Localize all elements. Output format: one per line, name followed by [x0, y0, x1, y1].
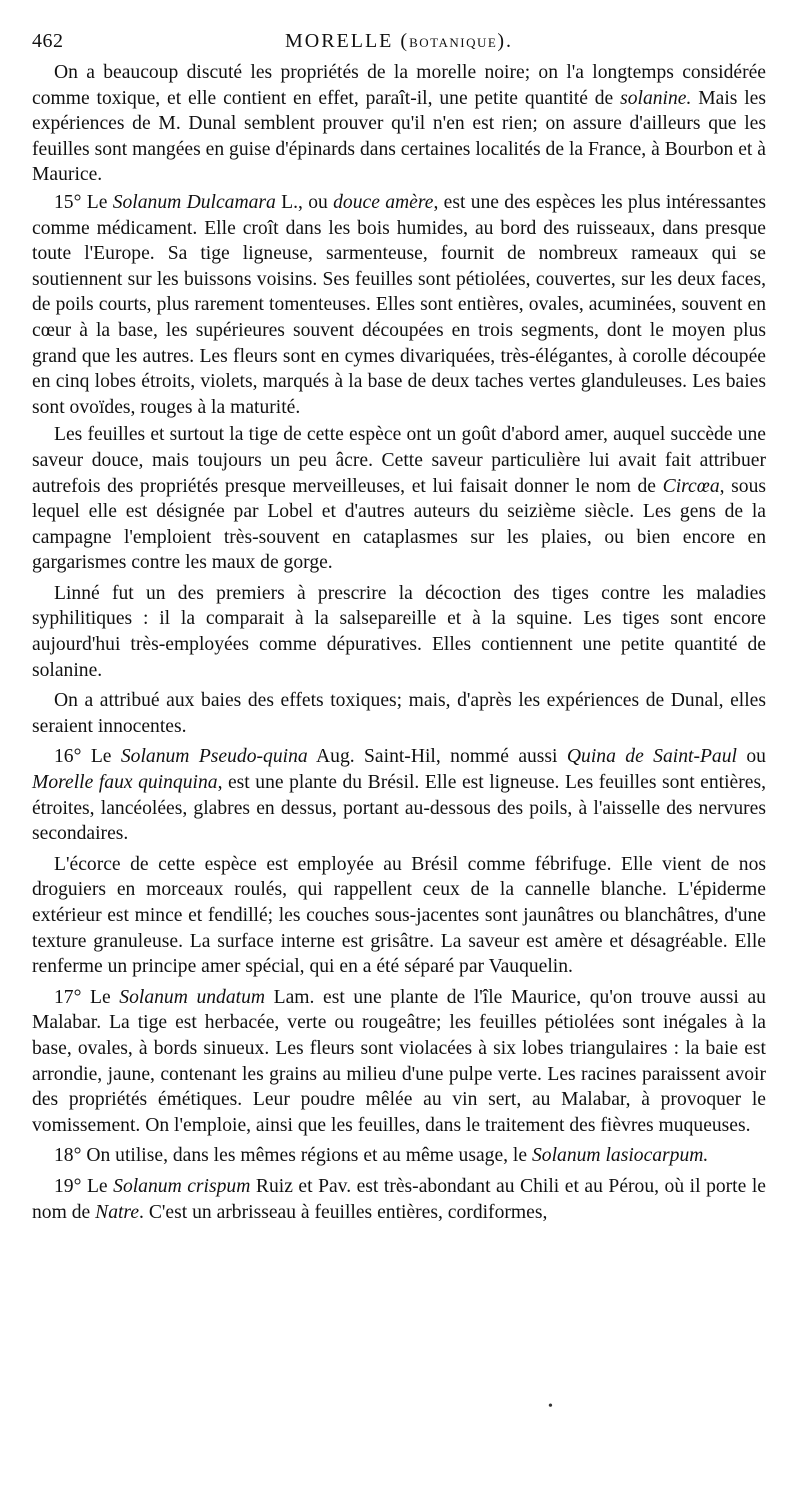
page-number: 462 [32, 30, 64, 52]
body-text [32, 60, 766, 1225]
italic-term: Solanum lasiocarpum. [531, 1145, 709, 1167]
italic-term: Solanum Dulcamara [112, 191, 276, 213]
italic-term: solanine. [620, 87, 692, 109]
paragraph-text: Mais les expériences de M. Dunal semblent prouver qu'il n'en est rien; on assure d'ailleurs que les feuilles sont mangées en guise d'épinards dans certaines localités de la France, à Bourbon et à Maurice. [32, 87, 767, 186]
paragraph-text: . C'est un arbrisseau à feuilles entières, cordiformes, [139, 1201, 548, 1223]
italic-term: Circœa [662, 475, 720, 497]
paragraph-baies-toxiques: On a attribué aux baies des effets toxiques; mais, d'après les expériences de Dunal, elles seraient innocentes. [32, 690, 766, 737]
paragraph-dulcamara-properties [32, 422, 766, 576]
running-title-main: MORELLE ( [284, 30, 410, 52]
paragraph-text: , est une plante du Brésil. Elle est ligneuse. Les feuilles sont entières, étroites, lancéolées, glabres en dessus, portant au-dessous des poils, à l'aisselle des nervures secondaires. [32, 772, 766, 845]
italic-term: Solanum undatum [119, 986, 266, 1008]
ink-speck: • [548, 1399, 553, 1414]
page-header [32, 26, 766, 56]
paragraph-text: 16° Le [54, 746, 121, 768]
document-page [32, 26, 766, 1225]
paragraph-morelle-noire [32, 60, 766, 188]
paragraph-solanum-crispum [32, 1174, 766, 1225]
paragraph-solanum-undatum [32, 985, 766, 1139]
running-title [32, 26, 766, 58]
paragraph-solanum-lasiocarpum [32, 1143, 766, 1169]
paragraph-text: ou [736, 746, 766, 768]
scan-noise-strip [20, 1486, 780, 1489]
paragraph-text: Les feuilles et surtout la tige de cette espèce ont un goût d'abord amer, auquel succède une saveur douce, mais toujours un peu âcre. Cette saveur particulière lui avait fait attribuer autrefois des propriétés presque merveilleuses, et lui faisait donner le nom de [32, 424, 766, 497]
running-title-end: ). [497, 30, 514, 52]
italic-term: Natre [95, 1201, 140, 1223]
paragraph-linne: Linné fut un des premiers à prescrire la décoction des tiges contre les maladies syphilitiques : il la comparait à la salsepareille et à la squine. Les tiges sont encore aujourd'hui très-employées comme dépuratives. Elles contiennent une petite quantité de solanine. [32, 582, 766, 681]
paragraph-text: 19° Le [54, 1175, 114, 1197]
paragraph-text: 17° Le [54, 986, 120, 1008]
paragraph-text: , est une des espèces les plus intéressantes comme médicament. Elle croît dans les bois humides, au bord des ruisseaux, dans presque toute l'Europe. Sa tige ligneuse, sarmenteuse, fournit de nombreux rameaux qui se soutiennent sur les buissons voisins. Ses feuilles sont pétiolées, couvertes, sur les deux faces, de poils courts, plus rarement tomenteuses. Elles sont entières, ovales, acuminées, souvent en cœur à la base, les supérieures souvent découpées en trois segments, dont le moyen plus grand que les autres. Les fleurs sont en cymes divariquées, très-élégantes, à corolle découpée en cinq lobes étroits, violets, marqués à la base de deux taches vertes glanduleuses. Les baies sont ovoïdes, rouges à la maturité. [32, 191, 766, 418]
italic-term: Morelle faux quinquina [32, 772, 218, 794]
paragraph-solanum-dulcamara [32, 190, 766, 420]
paragraph-text: , sous lequel elle est désignée par Lobel et d'autres auteurs du seizième siècle. Les gens de la campagne l'emploient très-souvent en cataplasmes sur les plaies, ou bien encore en gargarismes contre les maux de gorge. [32, 475, 766, 574]
italic-term: Solanum Pseudo-quina [120, 746, 308, 768]
paragraph-text: L., ou [275, 191, 334, 213]
paragraph-text: Lam. est une plante de l'île Maurice, qu'on trouve aussi au Malabar. La tige est herbacée, verte ou rougeâtre; les feuilles pétiolées sont inégales à la base, ovales, à bords sinueux. Les fleurs sont violacées à six lobes triangulaires : la baie est arrondie, jaune, contenant les grains au milieu d'une pulpe verte. Les racines paraissent avoir des propriétés émétiques. Leur poudre mêlée au vin sert, au Malabar, à provoquer le vomissement. On l'emploie, ainsi que les feuilles, dans le traitement des fièvres muqueuses. [32, 986, 766, 1136]
running-title-small-caps: BOTANIQUE [409, 35, 498, 50]
paragraph-text: Ruiz et Pav. est très-abondant au Chili et au Pérou, où il porte le nom de [32, 1175, 766, 1223]
italic-term: Solanum crispum [113, 1175, 251, 1197]
paragraph-solanum-pseudo-quina [32, 744, 766, 846]
paragraph-ecorce: L'écorce de cette espèce est employée au Brésil comme fébrifuge. Elle vient de nos droguiers en morceaux roulés, qui rappellent ceux de la cannelle blanche. L'épiderme extérieur est mince et fendillé; les couches sous-jacentes sont jaunâtres ou blanchâtres, d'une texture granuleuse. La surface interne est grisâtre. La saveur est amère et désagréable. Elle renferme un principe amer spécial, qui en a été séparé par Vauquelin. [32, 853, 766, 978]
italic-term: Quina de Saint-Paul [566, 746, 737, 768]
italic-term: douce amère [333, 191, 434, 213]
paragraph-text: On a beaucoup discuté les propriétés de la morelle noire; on l'a longtemps considérée comme toxique, et elle contient en effet, paraît-il, une petite quantité de [32, 62, 766, 109]
paragraph-text: 15° Le [54, 191, 113, 213]
paragraph-text: Aug. Saint-Hil, nommé aussi [307, 746, 567, 768]
paragraph-text: 18° On utilise, dans les mêmes régions et au même usage, le [54, 1145, 532, 1167]
